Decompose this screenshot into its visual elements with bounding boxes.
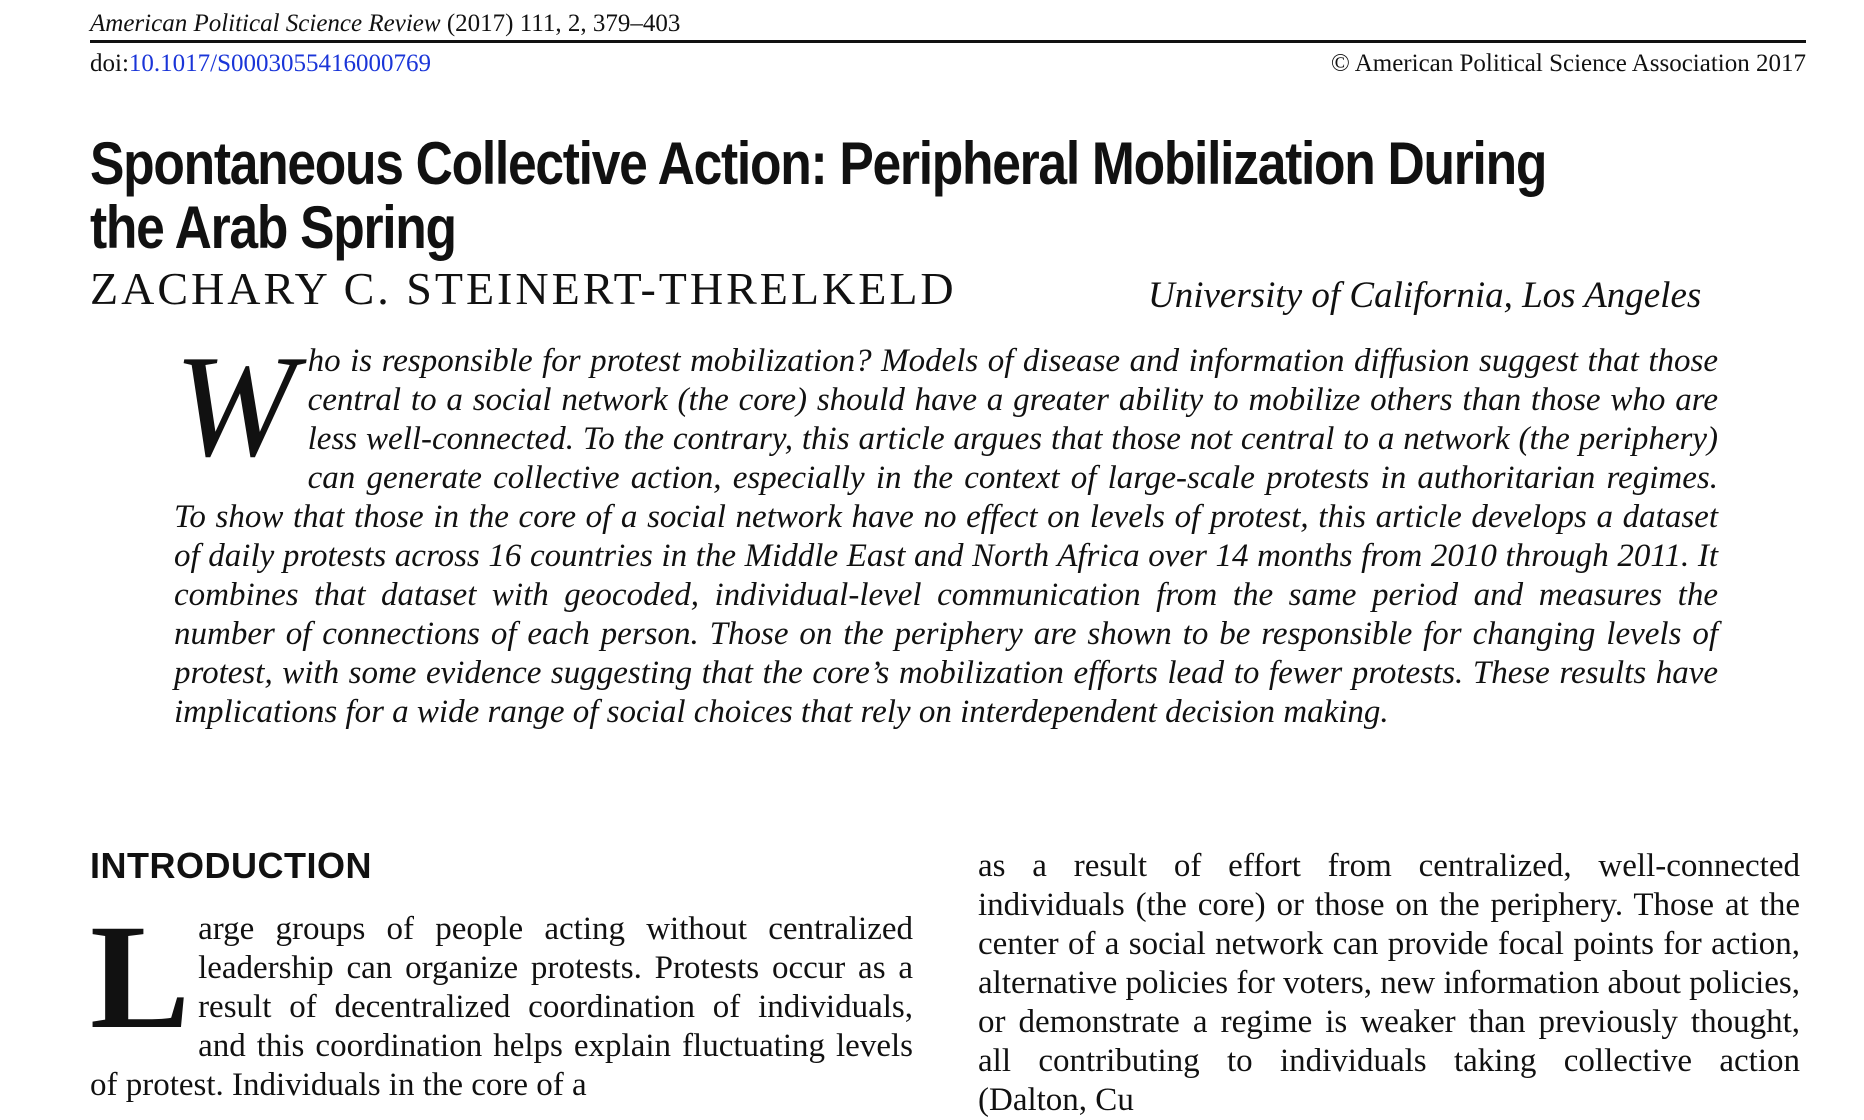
doi-line [90,50,431,78]
journal-citation [90,10,680,38]
intro-drop-cap: L [90,894,191,1060]
abstract [174,325,1718,732]
author-affiliation: University of California, Los Angeles [1148,275,1702,316]
author-name: ZACHARY C. STEINERT-THRELKELD [90,263,957,314]
intro-left-text: arge groups of people acting without centralized leadership can organize protests. Protests occur as a result of decentralized coordination of individuals, and this coordination helps explain fluctuating levels of protest. Individuals in the core of a [90,911,913,1103]
abstract-text: ho is responsible for protest mobilization? Models of disease and information diffusion suggest that those central to a social network (the core) should have a greater ability to mobilize others than those who are less well-connected. To the contrary, this article argues that those not central to a network (the periphery) can generate collective action, especially in the context of large-scale protests in authoritarian regimes. To show that those in the core of a social network have no effect on levels of protest, this article develops a dataset of daily protests across 16 countries in the Middle East and North Africa over 14 months from 2010 through 2011. It combines that dataset with geocoded, individual-level communication from the same period and measures the number of connections of each person. Those on the periphery are shown to be responsible for changing levels of protest, with some evidence suggesting that the core’s mobilization efforts lead to fewer protests. These results have implications for a wide range of social choices that rely on interdependent decision making. [174,343,1718,730]
copyright-notice: © American Political Science Association 2017 [1330,50,1806,77]
abstract-drop-cap: W [174,325,296,487]
journal-volume-info: (2017) 111, 2, 379–403 [440,10,681,37]
introduction-heading: INTRODUCTION [90,845,372,886]
intro-right-column: as a result of effort from centralized, well-connected individuals (the core) or those on the periphery. Those at the center of a social network can provide focal points for action, alternative policies for voters, new information about policies, or demonstrate a regime is weaker than previously thought, all contributing to individuals taking collective action (Dalton, Cu [978,848,1801,1118]
doi-prefix: doi: [90,50,129,77]
article-title: Spontaneous Collective Action: Peripheral Mobilization During the Arab Spring [90,130,1547,261]
intro-left-column [90,894,913,1105]
doi-link[interactable]: 10.1017/S0003055416000769 [128,50,432,77]
header-rule [90,40,1806,43]
journal-name: American Political Science Review [90,10,441,37]
